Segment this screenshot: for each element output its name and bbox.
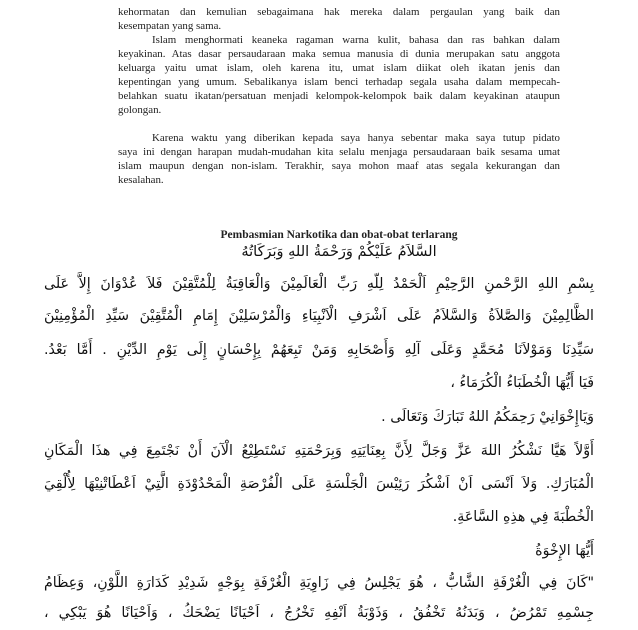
paragraph-3 [118,132,560,188]
arabic-line: الْمُبَارَكِ. وَلاَ اَنْسَى اَنْ اَشْكُرَ رَئِيْسَ الْجَلْسَةِ عَلَى الْفُرْصَةِ الْمَحْدُوْدَةِ الَّتِيْ اَعْطَاتْنِيْهَا لِأُلْقِيَ [44,476,594,492]
paragraph-line: islam maupun dengan non-islam. Terakhir, saya mohon maaf atas segala kekurangan dan [118,159,560,172]
paragraph-2 [118,34,560,117]
paragraph-1 [118,6,560,34]
arabic-line: "كَانَ فِي الْغُرْفَةِ الشَّابُّ ، هُوَ يَجْلِسُ فِي زَاوِيَةِ الْغُرْفَةِ بِوَجْهٍ شَدِيْدِ كَدَارَةِ اللَّوْنِ، وَعِظَامُ [44,575,594,591]
paragraph-line: golongan. [118,103,162,116]
speech-title: Pembasmian Narkotika dan obat-obat terlarang [220,229,458,241]
paragraph-line: kepentingan yang umum. Sebalikanya islam benci terhadap segala usaha dalam mempecah- [118,75,560,88]
paragraph-line: Karena waktu yang diberikan kepada saya hanya sebentar maka saya tutup pidato [152,132,560,144]
arabic-line: جِسْمِهِ تَمْرُضُ ، وَبَدَنُهُ تَخْفُقُ ، وَذَوْبَةُ اَنْفِهِ تَخْرُجُ ، اَحْيَانًا يَضْحَكُ ، وَاَحْيَانًا هُوَ يَبْكِي ، [44,605,594,621]
arabic-line: سَيِّدِنَا وَمَوْلاَنَا مُحَمَّدٍ وَعَلَى آلِهِ وَأَصْحَابِهِ وَمَنْ تَبِعَهُمْ بِإِحْسَانٍ إِلَى يَوْمِ الدِّيْنِ . أَمَّا بَعْدُ. [44,342,594,358]
paragraph-line: belahkan suatu ikatan/persatuan menjadi kelompok-kelompok baik dalam keyakinan ataupun [118,89,560,102]
arabic-line: وَيَاإِخْوَانِيْ رَحِمَكُمُ اللهُ تَبَارَكَ وَتَعَالَى . [381,409,594,425]
paragraph-line: kesempatan yang sama. [118,19,222,32]
paragraph-line: kesalahan. [118,173,164,186]
arabic-line: أَيُّهَا الإِخْوَةُ [535,543,594,559]
paragraph-line: kehormatan dan kemulian sebagaimana hak mereka dalam pergaulan yang baik dan [118,6,560,18]
paragraph-line: Islam menghormati keaneka ragaman warna kulit, bahasa dan ras bahkan dalam [152,34,560,46]
arabic-line: الظَّالِمِيْنَ وَالصَّلاَةُ وَالسَّلاَمُ عَلَى اَشْرَفِ الْاَنْبِيَاءِ وَالْمُرْسَلِيْنَ إِمَامِ الْمُتَّقِيْنَ سَيِّدِ الْمُؤْمِنِيْنَ [44,308,594,324]
arabic-line: الْخُطْبَةَ فِي هذِهِ السَّاعَةِ. [452,509,594,525]
arabic-line: أَوَّلاً هَيَّا نَشْكُرُ اللهَ عَزَّ وَجَلَّ لِأَنَّ بِعِنَايَتِهِ وَبِرَحْمَتِهِ نَسْتَطِيْعُ الْآنَ أَنْ نَجْتَمِعَ فِي هذَا الْمَكَانِ [44,443,594,459]
arabic-salam: السَّلاَمُ عَلَيْكُمْ وَرَحْمَةُ اللهِ وَبَرَكَاتُهُ [241,244,437,260]
paragraph-line: saya ini dengan harapan mudah-mudahan kita selalu menjaga persaudaraan baik sesama umat [118,145,560,158]
arabic-line: فَيَا أَيُّهَا الْخُطَبَاءُ الْكُرَمَاءُ ، [450,375,594,391]
paragraph-line: keyakinan. Atas dasar persaudaraan maka semua manusia di dunia merupakan satu anggota [118,47,560,60]
arabic-line: بِسْمِ اللهِ الرَّحْمنِ الرَّحِيْمِ اَلْحَمْدُ لِلّهِ رَبِّ الْعَالَمِيْنَ وَالْعَاقِبَةُ لِلْمُتَّقِيْنَ فَلاَ عُدْوَانَ إِلاَّ عَلَى [44,276,594,292]
paragraph-line: keluarga yaitu umat islam, oleh karena itu, umat islam diikat oleh ikatan jenis dan [118,61,560,74]
